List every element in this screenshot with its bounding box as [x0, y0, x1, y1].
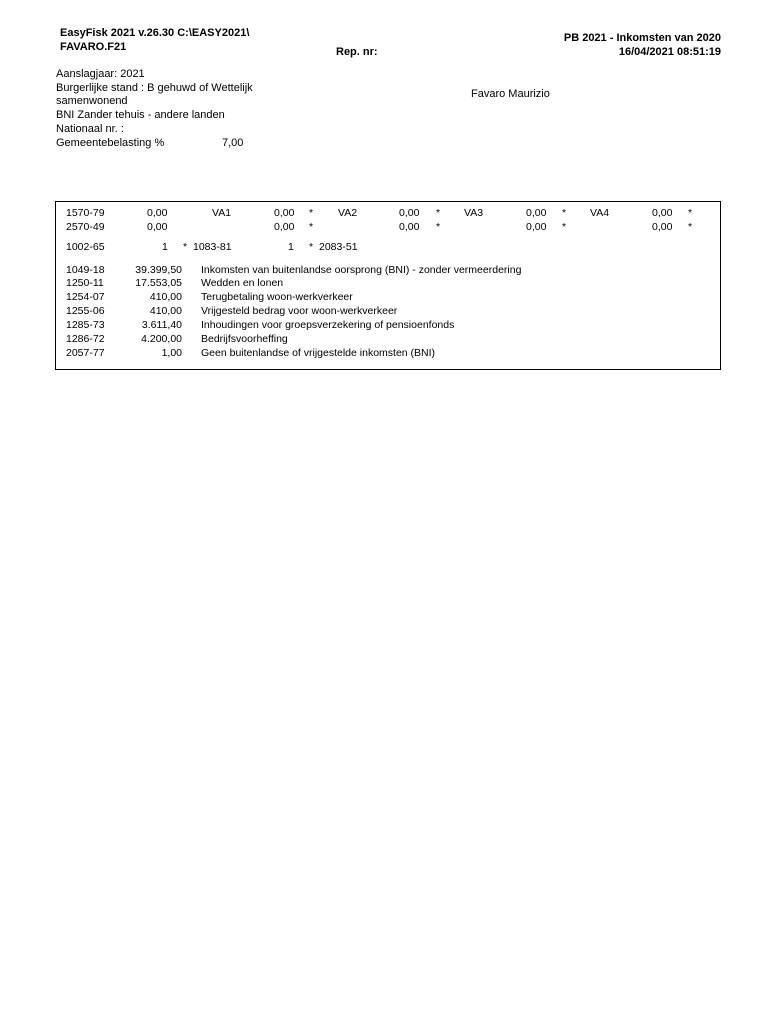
- item-amount: 1,00: [161, 347, 182, 359]
- item-code: 1254-07: [66, 291, 105, 303]
- burgerlijke-stand-line2: samenwonend: [56, 95, 128, 107]
- item-amount: 4.200,00: [141, 333, 182, 345]
- item-amount: 410,00: [149, 305, 182, 317]
- report-title: PB 2021 - Inkomsten van 2020: [563, 32, 721, 44]
- va3-mark: *: [562, 221, 567, 233]
- va4-value: 0,00: [652, 221, 673, 233]
- item-description: Vrijgesteld bedrag voor woon-werkverkeer: [201, 305, 398, 317]
- va1-value: 0,00: [274, 207, 295, 219]
- va-row-code: 1570-79: [66, 207, 105, 219]
- va3-value: 0,00: [526, 207, 547, 219]
- item-code: 1049-18: [66, 264, 105, 276]
- va-row-value: 0,00: [147, 221, 168, 233]
- va2-value: 0,00: [399, 207, 420, 219]
- report-datetime: 16/04/2021 08:51:19: [618, 46, 721, 58]
- code-1083-81: 1083-81: [193, 241, 232, 253]
- bni-status: BNI Zander tehuis - andere landen: [56, 109, 225, 121]
- va1-label: VA1: [212, 207, 232, 219]
- gemeentebelasting-label: Gemeentebelasting %: [56, 137, 165, 149]
- item-amount: 39.399,50: [135, 264, 182, 276]
- codes-box: [55, 201, 721, 370]
- item-code: 1285-73: [66, 319, 105, 331]
- code-1083-81-value: 1: [288, 241, 294, 253]
- code-2083-51: 2083-51: [319, 241, 358, 253]
- rep-nr-label: Rep. nr:: [336, 46, 378, 58]
- item-description: Bedrijfsvoorheffing: [201, 333, 288, 345]
- burgerlijke-stand-line1: Burgerlijke stand : B gehuwd of Wettelijk: [56, 82, 253, 94]
- va2-mark: *: [436, 207, 441, 219]
- item-code: 1286-72: [66, 333, 105, 345]
- item-description: Inkomsten van buitenlandse oorsprong (BNI) - zonder vermeerdering: [201, 264, 522, 276]
- va4-mark: *: [688, 207, 693, 219]
- item-description: Inhoudingen voor groepsverzekering of pensioenfonds: [201, 319, 455, 331]
- taxpayer-name: Favaro Maurizio: [471, 88, 550, 100]
- code-mark: *: [309, 241, 314, 253]
- va-row-code: 2570-49: [66, 221, 105, 233]
- code-1002-65-value: 1: [162, 241, 168, 253]
- va1-mark: *: [309, 221, 314, 233]
- va-row-value: 0,00: [147, 207, 168, 219]
- item-description: Terugbetaling woon-werkverkeer: [201, 291, 353, 303]
- item-code: 1250-11: [66, 277, 104, 289]
- item-code: 1255-06: [66, 305, 105, 317]
- va3-mark: *: [562, 207, 567, 219]
- code-1002-65: 1002-65: [66, 241, 105, 253]
- gemeentebelasting-value: 7,00: [222, 137, 244, 149]
- va2-value: 0,00: [399, 221, 420, 233]
- nationaal-nr: Nationaal nr. :: [56, 123, 124, 135]
- va3-label: VA3: [464, 207, 484, 219]
- va4-label: VA4: [590, 207, 610, 219]
- file-name: FAVARO.F21: [60, 41, 127, 53]
- code-mark: *: [183, 241, 188, 253]
- va4-mark: *: [688, 221, 693, 233]
- item-code: 2057-77: [66, 347, 105, 359]
- va1-value: 0,00: [274, 221, 295, 233]
- va3-value: 0,00: [526, 221, 547, 233]
- item-amount: 410,00: [149, 291, 182, 303]
- va4-value: 0,00: [652, 207, 673, 219]
- aanslagjaar: Aanslagjaar: 2021: [56, 68, 145, 80]
- item-amount: 3.611,40: [141, 319, 182, 331]
- va2-mark: *: [436, 221, 441, 233]
- va1-mark: *: [309, 207, 314, 219]
- va2-label: VA2: [338, 207, 358, 219]
- app-version-line: EasyFisk 2021 v.26.30 C:\EASY2021\: [60, 27, 250, 39]
- item-description: Wedden en lonen: [201, 277, 284, 289]
- item-description: Geen buitenlandse of vrijgestelde inkomsten (BNI): [201, 347, 436, 359]
- item-amount: 17.553,05: [135, 277, 182, 289]
